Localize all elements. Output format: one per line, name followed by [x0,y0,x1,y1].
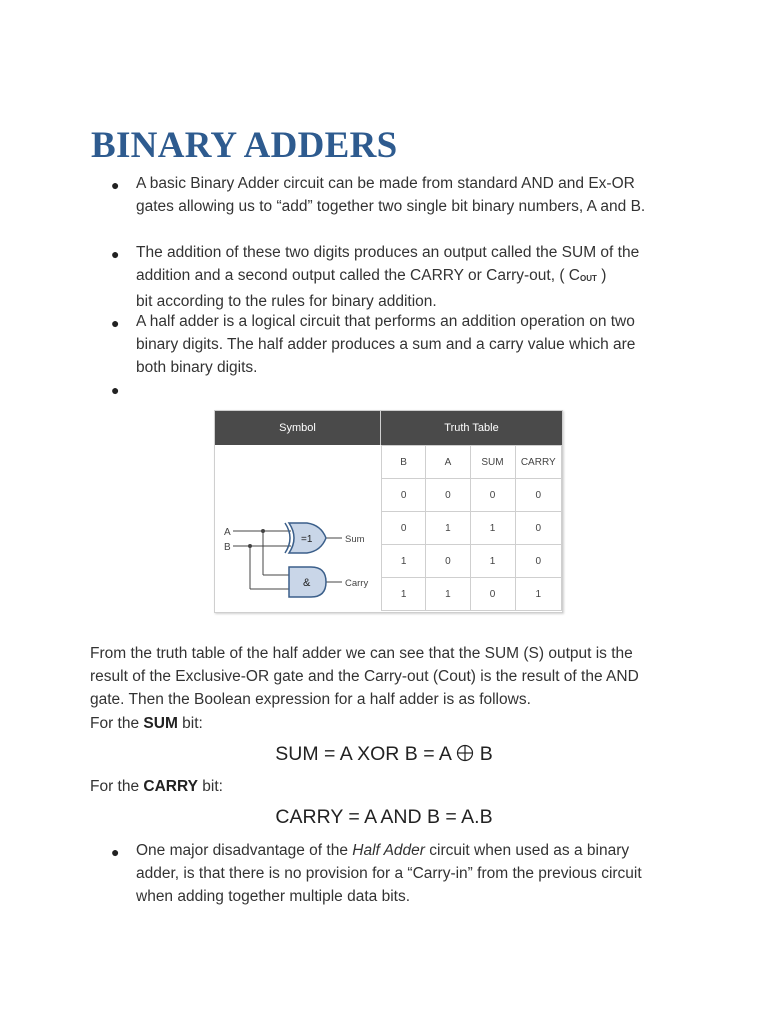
carry-equation: CARRY = A AND B = A.B [275,806,493,828]
explanation-paragraph: From the truth table of the half adder we can see that the SUM (S) output is the result of the Exclusive-OR gate and the Carry-out (Cout) is the result of the AND gate. Then the Boolean expression for a half adder is as follows. [90,645,639,708]
table-cell: 0 [470,578,515,611]
half-adder-italic: Half Adder [352,842,425,859]
bullet-dot: ● [111,177,120,193]
column-header: B [382,446,426,479]
input-b-label: B [224,542,231,553]
bullet-dot: ● [111,844,120,860]
table-cell: 1 [470,512,515,545]
truth-table-header-row [382,446,562,479]
table-row [382,545,562,578]
table-cell: 0 [426,545,470,578]
input-a-label: A [224,527,231,538]
table-cell: 0 [515,512,562,545]
bullet-text-1: A basic Binary Adder circuit can be made from standard AND and Ex-OR gates allowing us to “add” together two single bit binary numbers, A and B. [136,175,646,215]
junction-dot [261,529,265,533]
table-cell: 1 [382,545,426,578]
column-header: A [426,446,470,479]
column-header: SUM [470,446,515,479]
half-adder-circuit-diagram [215,445,381,612]
table-cell: 0 [515,479,562,512]
table-row [382,479,562,512]
bullet-2-tail: ) [596,267,607,284]
sum-line-bold: SUM [143,715,178,732]
bullet-2-line3: bit according to the rules for binary addition. [136,293,437,310]
disadvantage-after: circuit when used as a binary adder, is that there is no provision for a “Carry-in” from the previous circuit when adding together multiple data bits. [136,842,642,905]
table-cell: 0 [382,512,426,545]
xor-gate-label: =1 [301,534,313,545]
sum-line-suffix: bit: [177,715,203,732]
symbol-header: Symbol [215,411,380,445]
column-header: CARRY [515,446,562,479]
table-cell: 0 [470,479,515,512]
sum-equation [0,743,768,766]
carry-output-label: Carry [345,578,369,589]
carry-line-suffix: bit: [197,778,223,795]
table-cell: 1 [426,578,470,611]
table-cell: 1 [515,578,562,611]
truth-table-header: Truth Table [381,411,562,445]
table-row [382,578,562,611]
carry-line-prefix: For the [90,778,144,795]
table-cell: 0 [382,479,426,512]
sum-equation-right: B [474,743,493,765]
bullet-dot-empty: ● [111,382,120,398]
table-cell: 1 [426,512,470,545]
sum-equation-left: SUM = A XOR B = A [275,743,457,765]
disadvantage-before: One major disadvantage of the [136,842,353,859]
page-title: BINARY ADDERS [91,125,398,166]
table-cell: 0 [515,545,562,578]
xor-circle-plus-icon [456,744,474,762]
bullet-dot: ● [111,246,120,262]
disadvantage-bullet-text [136,839,676,908]
cout-subscript: OUT [580,274,597,283]
table-cell: 1 [470,545,515,578]
junction-dot [248,544,252,548]
sum-line-prefix: For the [90,715,144,732]
sum-bit-line [90,712,203,735]
bullet-dot: ● [111,315,120,331]
half-adder-figure [214,410,563,613]
table-row [382,512,562,545]
carry-line-bold: CARRY [143,778,198,795]
bullet-text-3: A half adder is a logical circuit that performs an addition operation on two binary digits. The half adder produces a sum and a carry value which are both binary digits. [136,313,636,376]
xor-gate-extra-curve [285,523,290,553]
truth-table [381,445,562,611]
bullet-text-2 [136,241,676,313]
sum-output-label: Sum [345,534,365,545]
and-gate-label: & [303,577,311,589]
carry-bit-line [90,775,223,798]
bullet-2-main: The addition of these two digits produces an output called the SUM of the addition and a second output called the CARRY or Carry-out, ( C [136,244,640,284]
table-cell: 0 [426,479,470,512]
table-cell: 1 [382,578,426,611]
